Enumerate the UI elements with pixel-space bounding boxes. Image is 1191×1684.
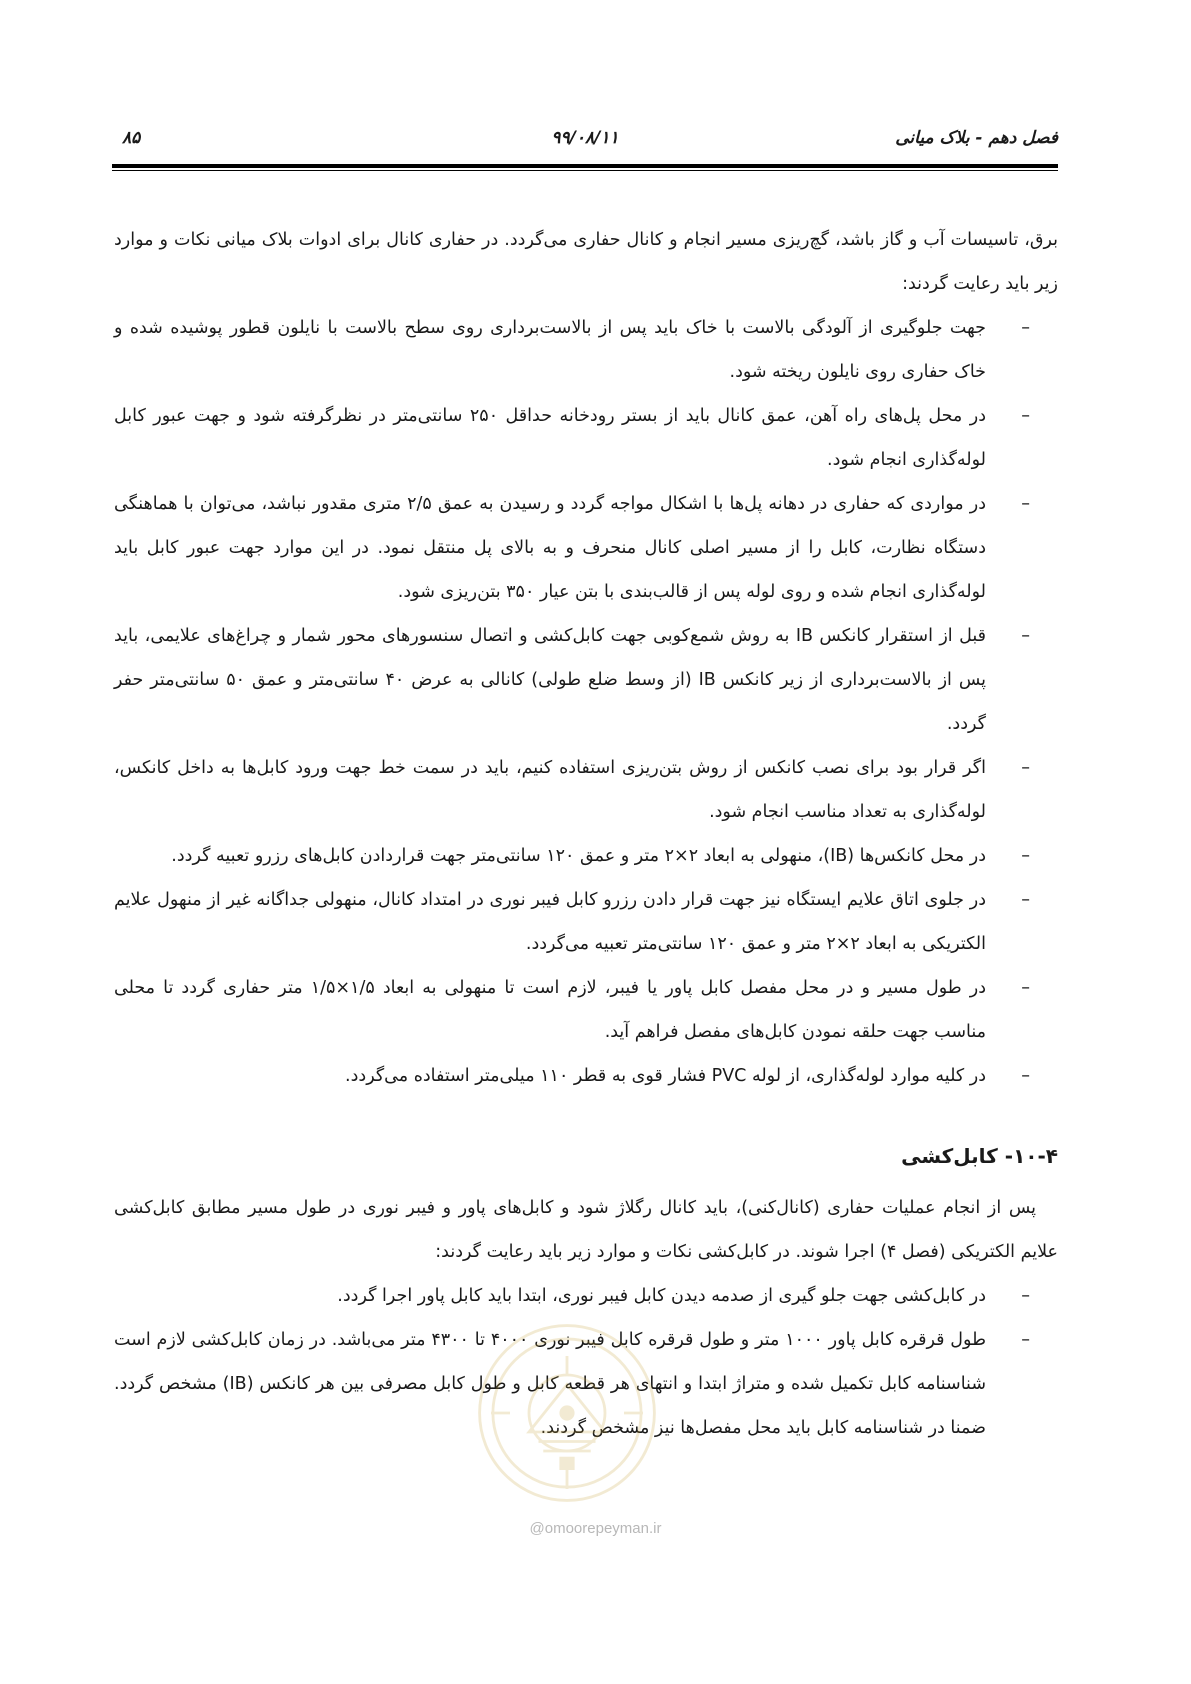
dash-bullet: – (1021, 1066, 1030, 1086)
list-item-text: در طول مسیر و در محل مفصل کابل پاور یا فیبر، لازم است تا منهولی به ابعاد ۱/۵×۱/۵ متر حفاری گردد تا محلی مناسب جهت حلقه نمودن کابل‌های مفصل فراهم آید. (114, 978, 986, 1042)
list-item-text: طول قرقره کابل پاور ۱۰۰۰ متر و طول قرقره کابل فیبر نوری ۴۰۰۰ تا ۴۳۰۰ متر می‌باشد. در زمان کابل‌کشی لازم است شناسنامه کابل تکمیل شده و متراژ ابتدا و انتهای هر قطعه کابل و طول کابل مصرفی بین هر کانکس (IB) مشخص گردد. ضمنا در شناسنامه کابل باید محل مفصل‌ها نیز مشخص گردند. (114, 1330, 986, 1438)
trenching-list (114, 306, 1058, 1098)
list-item (114, 306, 1058, 394)
section-title-text: کابل‌کشی (901, 1144, 998, 1168)
dash-bullet: – (1021, 1286, 1030, 1306)
list-item (114, 1274, 1058, 1318)
chapter-title: فصل دهم - بلاک میانی (895, 128, 1058, 148)
list-item-text: در محل کانکس‌ها (IB)، منهولی به ابعاد ۲×۲ متر و عمق ۱۲۰ سانتی‌متر جهت قراردادن کابل‌های رزرو تعبیه گردد. (171, 846, 986, 866)
header-rule-thin (112, 170, 1058, 171)
section-number: ۱۰-۴- (1004, 1144, 1058, 1168)
page-number: ۸۵ (122, 128, 141, 148)
list-item (114, 614, 1058, 746)
list-item-text: در کابل‌کشی جهت جلو گیری از صدمه دیدن کابل فیبر نوری، ابتدا باید کابل پاور اجرا گردد. (337, 1286, 986, 1306)
watermark-site: @omoorepeyman.ir (529, 1520, 662, 1537)
dash-bullet: – (1021, 406, 1030, 426)
list-item-text: قبل از استقرار کانکس IB به روش شمع‌کوبی جهت کابل‌کشی و اتصال سنسورهای محور شمار و چراغ‌های علایمی، باید پس از بالاست‌برداری از زیر کانکس IB (از وسط ضلع طولی) کانالی به عرض ۴۰ سانتی‌متر و عمق ۵۰ سانتی‌متر حفر گردد. (114, 626, 987, 734)
dash-bullet: – (1021, 890, 1030, 910)
list-item-text: اگر قرار بود برای نصب کانکس از روش بتن‌ریزی استفاده کنیم، باید در سمت خط جهت ورود کابل‌ها به داخل کانکس، لوله‌گذاری به تعداد مناسب انجام شود. (114, 758, 986, 822)
dash-bullet: – (1021, 1330, 1030, 1350)
header-rule-thick (112, 164, 1058, 168)
list-item (114, 746, 1058, 834)
list-item-text: در جلوی اتاق علایم ایستگاه نیز جهت قرار دادن رزرو کابل فیبر نوری در امتداد کانال، منهولی جداگانه غیر از منهول علایم الکتریکی به ابعاد ۲×۲ متر و عمق ۱۲۰ سانتی‌متر تعبیه می‌گردد. (114, 890, 986, 954)
dash-bullet: – (1021, 626, 1030, 646)
document-date: ۹۹/۰۸/۱۱ (551, 128, 619, 148)
dash-bullet: – (1021, 318, 1030, 338)
list-item (114, 394, 1058, 482)
list-item (114, 1054, 1058, 1098)
section-heading (114, 1134, 1058, 1178)
intro-paragraph: برق، تاسیسات آب و گاز باشد، گچ‌ریزی مسیر انجام و کانال حفاری می‌گردد. در حفاری کانال برای ادوات بلاک میانی نکات و موارد زیر باید رعایت گردند: (114, 230, 1058, 294)
list-item (114, 966, 1058, 1054)
list-item (114, 878, 1058, 966)
cabling-list (114, 1274, 1058, 1450)
list-item (114, 482, 1058, 614)
dash-bullet: – (1021, 978, 1030, 998)
dash-bullet: – (1021, 758, 1030, 778)
list-item-text: جهت جلوگیری از آلودگی بالاست با خاک باید پس از بالاست‌برداری روی سطح بالاست با نایلون قطور پوشیده شده و خاک حفاری روی نایلون ریخته شود. (114, 318, 986, 382)
list-item-text: در مواردی که حفاری در دهانه پل‌ها با اشکال مواجه گردد و رسیدن به عمق ۲/۵ متری مقدور نباشد، می‌توان با هماهنگی دستگاه نظارت، کابل را از مسیر اصلی کانال منحرف و به بالای پل منتقل نمود. در این موارد جهت عبور کابل باید لوله‌گذاری انجام شده و روی لوله پس از قالب‌بندی با بتن عیار ۳۵۰ بتن‌ریزی شود. (114, 494, 986, 602)
dash-bullet: – (1021, 494, 1030, 514)
list-item-text: در کلیه موارد لوله‌گذاری، از لوله PVC فشار قوی به قطر ۱۱۰ میلی‌متر استفاده می‌گردد. (345, 1066, 986, 1086)
list-item-text: در محل پل‌های راه آهن، عمق کانال باید از بستر رودخانه حداقل ۲۵۰ سانتی‌متر در نظرگرفته شود و جهت عبور کابل لوله‌گذاری انجام شود. (114, 406, 987, 470)
page-header (112, 128, 1058, 158)
list-item (114, 834, 1058, 878)
section-intro-paragraph: پس از انجام عملیات حفاری (کانال‌کنی)، باید کانال رگلاژ شود و کابل‌های پاور و فیبر نوری در طول مسیر مطابق کابل‌کشی علایم الکتریکی (فصل ۴) اجرا شوند. در کابل‌کشی نکات و موارد زیر باید رعایت گردند: (114, 1198, 1058, 1262)
dash-bullet: – (1021, 846, 1030, 866)
list-item (114, 1318, 1058, 1450)
page-body (114, 218, 1058, 1450)
